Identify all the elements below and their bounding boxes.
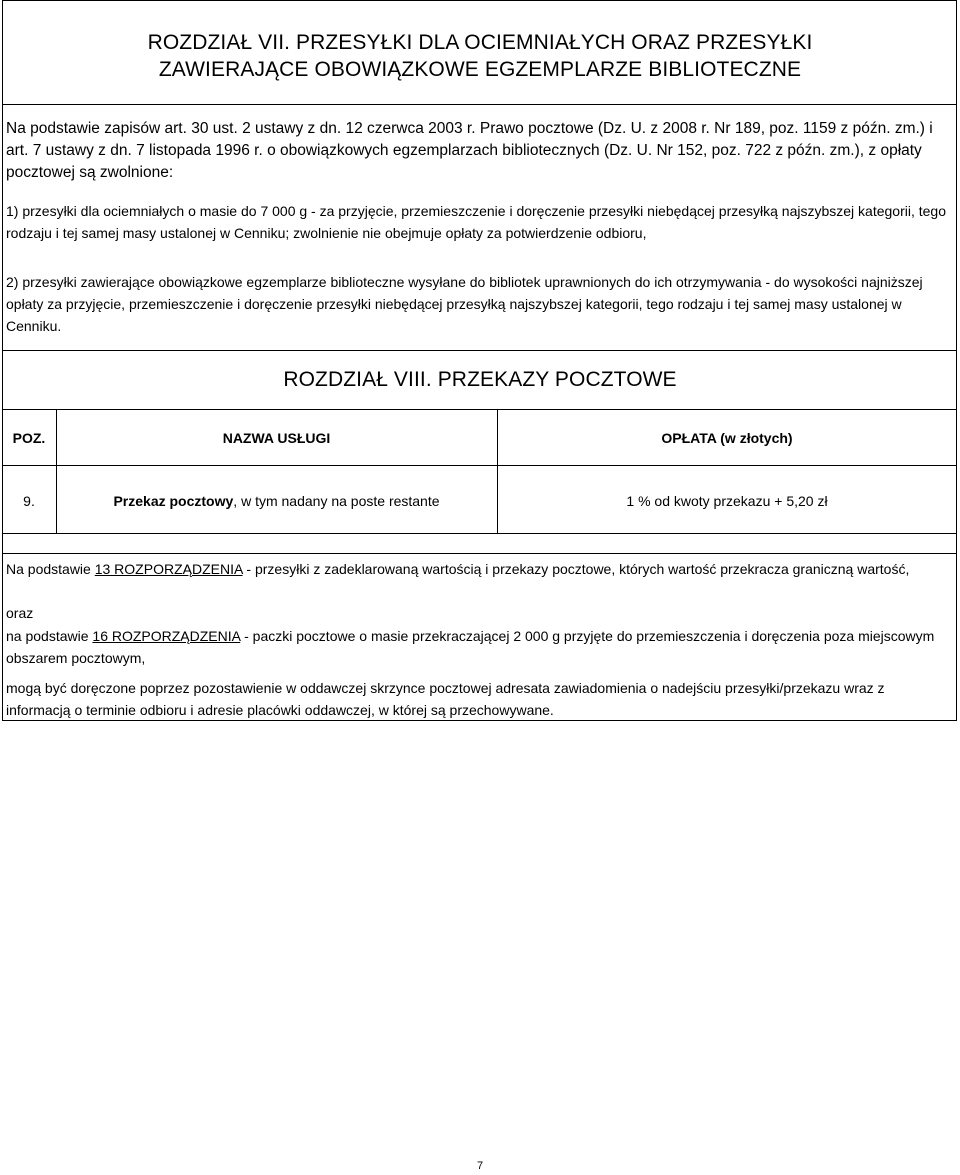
note-paragraph-3: mogą być doręczone poprzez pozostawienie w oddawczej skrzynce pocztowej adresata zawiadomienia o nadejściu przesyłki/przekazu wraz z informacją o terminie odbioru i adresie placówki oddawczej, w której są przechowywane. (6, 680, 885, 718)
chapter8-title: ROZDZIAŁ VIII. PRZEKAZY POCZTOWE (283, 368, 677, 391)
note-paragraph-2: na podstawie 16 ROZPORZĄDZENIA - paczki pocztowe o masie przekraczającej 2 000 g przyjęte do przemieszczenia i doręczenia poza miejscowym obszarem pocztowym, (6, 628, 935, 666)
table-header-poz: POZ. (12, 430, 46, 446)
chapter7-intro: Na podstawie zapisów art. 30 ust. 2 ustawy z dn. 12 czerwca 2003 r. Prawo pocztowe (Dz. U. z 2008 r. Nr 189, poz. 1159 z późn. zm.) i art. 7 ustawy z dn. 7 listopada 1996 r. o obowiązkowych egzemplarzach bibliotecznych (Dz. U. Nr 152, poz. 722 z późn. zm.), z opłaty pocztowej są zwolnione: (6, 120, 933, 181)
table-divider (2, 465, 957, 466)
chapter7-title-line2: ZAWIERAJĄCE OBOWIĄZKOWE EGZEMPLARZE BIBLIOTECZNE (158, 58, 802, 81)
service-name-rest: , w tym nadany na poste restante (233, 493, 440, 509)
chapter7-item1: 1) przesyłki dla ociemniałych o masie do 7 000 g - za przyjęcie, przemieszczenie i doręczenie przesyłki niebędącej przesyłką najszybszej kategorii, tego rodzaju i tej samej masy ustalonej w Cenniku; zwolnienie nie obejmuje opłaty za potwierdzenie odbioru, (6, 203, 946, 241)
table-row-fee: 1 % od kwoty przekazu + 5,20 zł (626, 493, 828, 509)
table-header-name: NAZWA USŁUGI (222, 430, 331, 446)
chapter7-item2: 2) przesyłki zawierające obowiązkowe egzemplarze biblioteczne wysyłane do bibliotek uprawnionych do ich otrzymywania - do wysokości najniższej opłaty za przyjęcie, przemieszczenie i doręczenie przesyłki niebędącej przesyłką najszybszej kategorii, tego rodzaju i tej samej masy ustalonej w Cenniku. (6, 274, 923, 334)
table-header-fee: OPŁATA (w złotych) (661, 430, 793, 446)
regulation-13-link[interactable]: 13 ROZPORZĄDZENIA (94, 561, 243, 577)
note-oraz: oraz (6, 605, 34, 621)
service-name: Przekaz pocztowy (113, 493, 234, 509)
chapter7-title-line1: ROZDZIAŁ VII. PRZESYŁKI DLA OCIEMNIAŁYCH ORAZ PRZESYŁKI (147, 31, 813, 54)
table-row-name (56, 491, 497, 511)
table-row-poz: 9. (23, 493, 35, 509)
spacer-bar (2, 533, 957, 554)
page-number: 7 (476, 1160, 484, 1172)
regulation-16-link[interactable]: 16 ROZPORZĄDZENIA (92, 628, 241, 644)
note-paragraph-1: Na podstawie 13 ROZPORZĄDZENIA - przesyłki z zadeklarowaną wartością i przekazy pocztowe, których wartość przekracza graniczną wartość, (6, 561, 910, 577)
